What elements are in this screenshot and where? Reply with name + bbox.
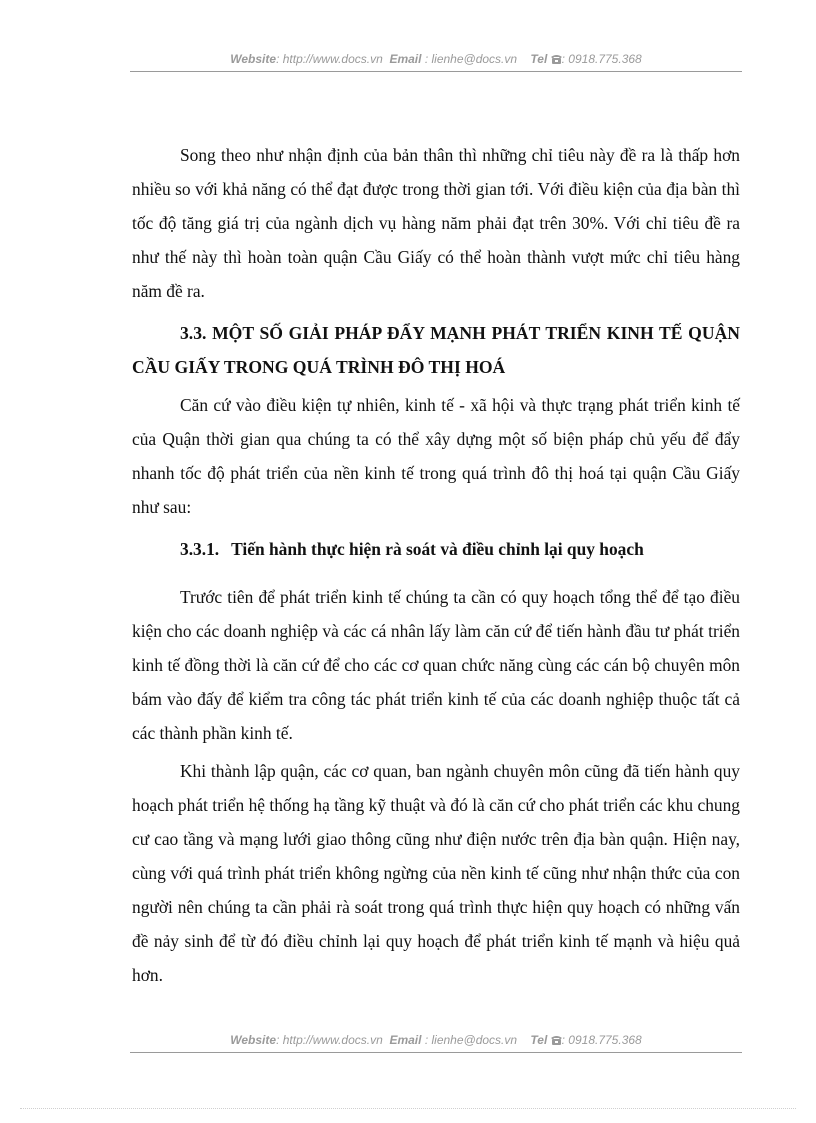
header-email-value: : lienhe@docs.vn xyxy=(424,52,518,66)
header-website-value: : http://www.docs.vn xyxy=(276,52,383,66)
paragraph-3: Trước tiên để phát triển kinh tế chúng ta cần có quy hoạch tổng thể để tạo điều kiện cho các doanh nghiệp và các cá nhân lấy làm căn cứ để tiến hành đầu tư phát triển kinh tế đồng thời là căn cứ để cho các cơ quan chức năng cùng các cán bộ chuyên môn bám vào đấy để kiểm tra công tác phát triển kinh tế của các doanh nghiệp thuộc tất cả các thành phần kinh tế. xyxy=(132,587,740,743)
subsection-number: 3.3.1. xyxy=(180,539,220,559)
phone-icon xyxy=(551,1035,562,1045)
paragraph-1: Song theo như nhận định của bản thân thì những chỉ tiêu này đề ra là thấp hơn nhiều so với khả năng có thể đạt được trong thời gian tới. Với điều kiện của địa bàn thì tốc độ tăng giá trị của ngành dịch vụ hàng năm phải đạt trên 30%. Với chỉ tiêu đề ra như thế này thì hoàn toàn quận Cầu Giấy có thể hoàn thành vượt mức chỉ tiêu hàng năm đề ra. xyxy=(132,145,740,301)
footer-tel-value: : 0918.775.368 xyxy=(561,1033,642,1047)
footer-website-label: Website xyxy=(230,1033,277,1047)
page-header xyxy=(130,52,742,66)
footer-email-value: : lienhe@docs.vn xyxy=(424,1033,518,1047)
footer-email-label: Email xyxy=(389,1033,422,1047)
footer-website-value: : http://www.docs.vn xyxy=(276,1033,383,1047)
subsection-heading xyxy=(132,532,740,566)
paragraph-2: Căn cứ vào điều kiện tự nhiên, kinh tế - xã hội và thực trạng phát triển kinh tế của Quận thời gian qua chúng ta có thể xây dựng một số biện pháp chủ yếu để đẩy nhanh tốc độ phát triển của nền kinh tế trong quá trình đô thị hoá tại quận Cầu Giấy như sau: xyxy=(132,395,740,517)
page-footer xyxy=(130,1033,742,1047)
header-tel-label: Tel xyxy=(530,52,548,66)
subsection-title: Tiến hành thực hiện rà soát và điều chỉnh lại quy hoạch xyxy=(231,539,644,559)
header-website-label: Website xyxy=(230,52,277,66)
paragraph-4: Khi thành lập quận, các cơ quan, ban ngành chuyên môn cũng đã tiến hành quy hoạch phát triển hệ thống hạ tầng kỹ thuật và đó là căn cứ cho phát triển các khu chung cư cao tầng và mạng lưới giao thông cũng như điện nước trên địa bàn quận. Hiện nay, cùng với quá trình phát triển không ngừng của nền kinh tế cũng như nhận thức của con người nên chúng ta cần phải rà soát trong quá trình thực hiện quy hoạch có những vấn đề nảy sinh để từ đó điều chỉnh lại quy hoạch để phát triển kinh tế mạnh và hiệu quả hơn. xyxy=(132,761,740,985)
footer-rule xyxy=(130,1052,742,1053)
page-boundary xyxy=(20,1108,796,1109)
document-body xyxy=(132,138,740,992)
phone-icon xyxy=(551,54,562,64)
section-heading: 3.3. MỘT SỐ GIẢI PHÁP ĐẨY MẠNH PHÁT TRIỂN KINH TẾ QUẬN CẦU GIẤY TRONG QUÁ TRÌNH ĐÔ THỊ HOÁ xyxy=(132,323,740,377)
header-email-label: Email xyxy=(389,52,422,66)
header-tel-value: : 0918.775.368 xyxy=(561,52,642,66)
footer-tel-label: Tel xyxy=(530,1033,548,1047)
header-rule xyxy=(130,71,742,72)
